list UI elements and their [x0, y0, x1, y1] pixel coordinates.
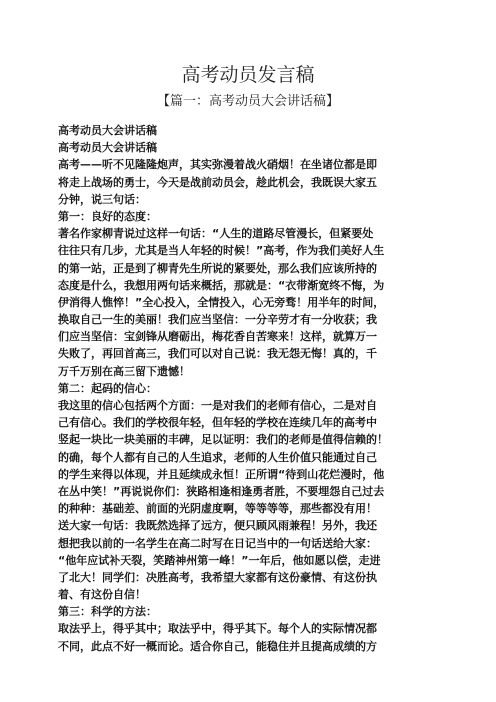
- text-line: 将走上战场的勇士，今天是战前动员会，趁此机会，我既误大家五: [58, 175, 377, 189]
- text-line: 的确，每个人都有自己的人生追求，老师的人生价值只能通过自己: [58, 450, 377, 464]
- text-line: 高考动员大会讲话稿: [58, 124, 157, 137]
- text-line: 态度是什么，我想用两句话来概括，那就是：“衣带渐宽终不悔，为: [58, 278, 385, 292]
- text-line: 换取自己一生的美丽！我们应当坚信：一分辛劳才有一分收获；我: [58, 313, 377, 327]
- text-line: 的第一站，正是到了柳青先生所说的紧要处，那么我们应该所持的: [58, 261, 377, 275]
- text-line: 高考动员大会讲话稿: [58, 141, 157, 155]
- text-line: 的学生来得以体现，并且延续成永恒！正所谓“待到山花烂漫时，他: [58, 467, 385, 481]
- text-line: 了北大！同学们：决胜高考，我希望大家都有这份豪情、有这份执: [58, 570, 377, 584]
- text-line: 高考——听不见隆隆炮声，其实弥漫着战火硝烟！在坐诸位都是即: [58, 158, 377, 172]
- text-line: 们应当坚信：宝剑锋从磨砺出，梅花香自苦寒来！这样，就算万一: [58, 330, 377, 344]
- text-line: 分钟，说三句话：: [58, 192, 146, 206]
- text-line: 的种种：基础差、前面的光阴虚度啊，等等等等，那些都没有用！: [58, 502, 377, 516]
- text-line: 我这里的信心包括两个方面：一是对我们的老师有信心，二是对自: [58, 399, 377, 412]
- text-line: 不同，此点不好一概而论。适合你自己，能稳住并且提高成绩的方: [58, 639, 377, 653]
- text-line: 在丛中笑！”再说说你们：狭路相逢相逢勇者胜，不要埋怨自己过去: [58, 484, 385, 498]
- text-line: 第三：科学的方法：: [58, 605, 157, 619]
- text-line: 竖起一块比一块美丽的丰碑，足以证明：我们的老师是值得信赖的！: [58, 433, 388, 447]
- text-line: 想把我以前的一名学生在高二时写在日记当中的一句话送给大家：: [58, 536, 377, 550]
- text-line: 取法乎上，得乎其中；取法乎中，得乎其下。每个人的实际情况都: [58, 622, 377, 636]
- text-line: 着、有这份自信！: [58, 588, 146, 602]
- text-line: 己有信心。我们的学校很年轻，但年轻的学校在连续几年的高考中: [58, 416, 377, 430]
- text-line: 万千万别在高三留下遗憾！: [58, 364, 190, 378]
- text-line: 往往只有几步，尤其是当人年轻的时候！”高考，作为我们美好人生: [58, 244, 385, 258]
- text-line: 伊消得人憔悴！”全心投入，全情投入，心无旁骛！用半年的时间，: [58, 295, 385, 309]
- text-line: “他年应试补天裂，笑踏神州第一峰！”一年后，他如愿以偿，走进: [58, 553, 381, 567]
- text-line: 送大家一句话：我既然选择了远方，便只顾风雨兼程！另外，我还: [58, 519, 377, 533]
- document-body: [58, 122, 462, 655]
- text-line: 第一：良好的态度：: [58, 209, 157, 223]
- text-line: 失败了，再回首高三，我们可以对自己说：我无怨无悔！真的，千: [58, 347, 377, 361]
- section-heading: 【篇一：高考动员大会讲话稿】: [156, 94, 339, 109]
- text-line: 著名作家柳青说过这样一句话：“人生的道路尽管漫长，但紧要处: [58, 227, 374, 241]
- text-line: 第二：起码的信心：: [58, 381, 157, 395]
- page-title: 高考动员发言稿: [181, 64, 315, 86]
